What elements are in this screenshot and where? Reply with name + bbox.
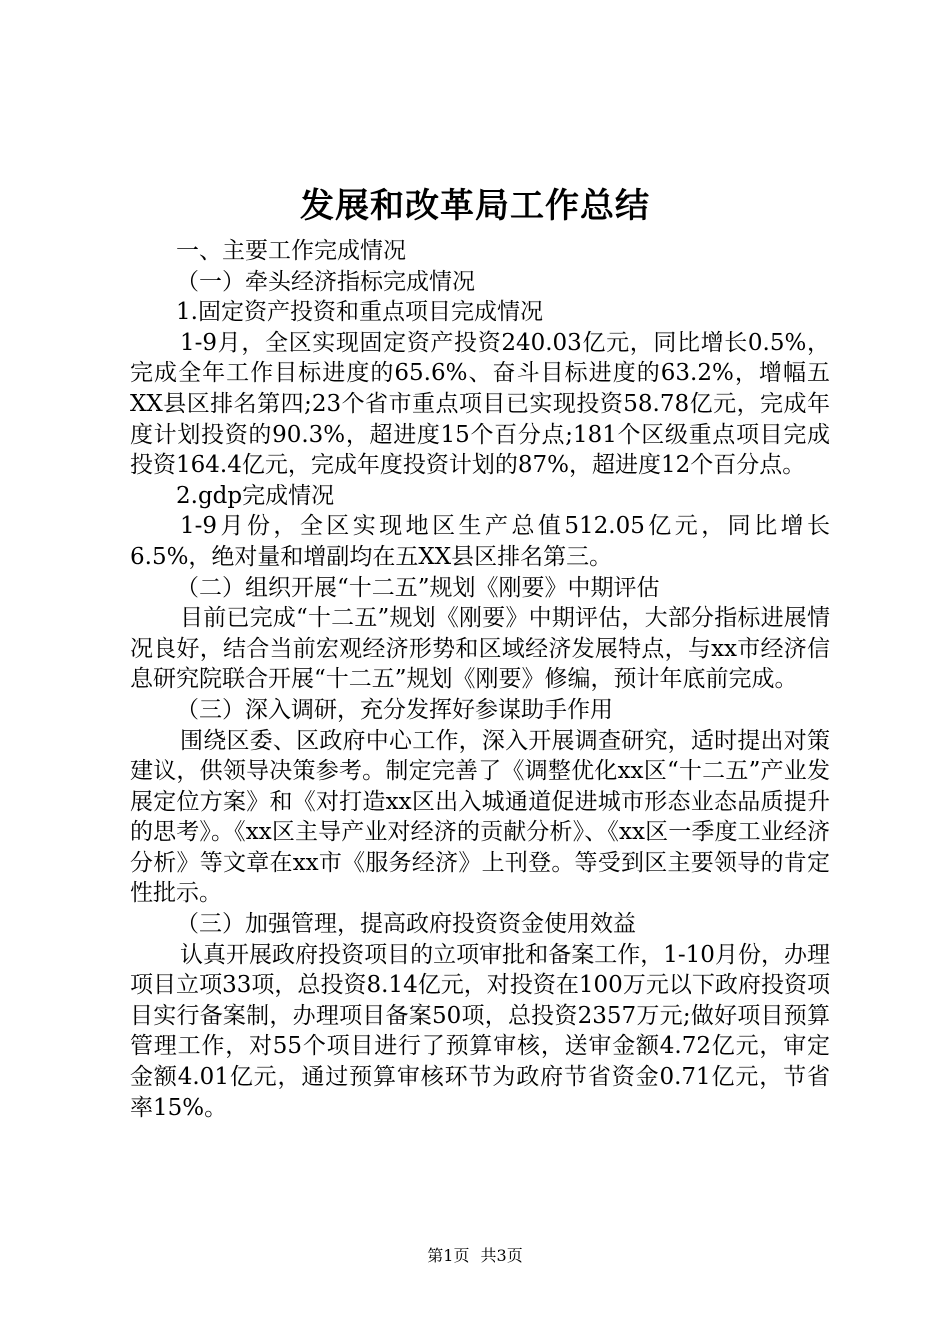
body-paragraph: 1-9月份，全区实现地区生产总值512.05亿元，同比增长6.5%，绝对量和增副均在五XX县区排名第三。 — [130, 513, 830, 570]
document-body — [130, 236, 830, 1123]
body-paragraph: 1-9月，全区实现固定资产投资240.03亿元，同比增长0.5%，完成全年工作目标进度的65.6%、奋斗目标进度的63.2%，增幅五XX县区排名第四;23个省市重点项目已实现投资58.78亿元，完成年度计划投资的90.3%，超进度15个百分点;181个区级重点项目完成投资164.4亿元，完成年度投资计划的87%，超进度12个百分点。 — [130, 329, 830, 479]
section-heading: 一、主要工作完成情况 — [176, 238, 406, 264]
subsection-heading: （一）牵头经济指标完成情况 — [176, 268, 475, 295]
page-number: 第1页 — [427, 1246, 470, 1265]
subsection-heading: （三）深入调研，充分发挥好参谋助手作用 — [176, 696, 613, 723]
body-paragraph: 目前已完成“十二五”规划《刚要》中期评估，大部分指标进展情况良好，结合当前宏观经济形势和区域经济发展特点，与xx市经济信息研究院联合开展“十二五”规划《刚要》修编，预计年底前完成。 — [130, 605, 830, 693]
body-paragraph: 认真开展政府投资项目的立项审批和备案工作，1-10月份，办理项目立项33项，总投资8.14亿元，对投资在100万元以下政府投资项目实行备案制，办理项目备案50项，总投资2357万元;做好项目预算管理工作，对55个项目进行了预算审核，送审金额4.72亿元，审定金额4.01亿元，通过预算审核环节为政府节省资金0.71亿元，节省率15%。 — [130, 941, 830, 1121]
item-heading: 1.固定资产投资和重点项目完成情况 — [176, 299, 543, 326]
document-title: 发展和改革局工作总结 — [300, 186, 650, 226]
subsection-heading: （二）组织开展“十二五”规划《刚要》中期评估 — [176, 574, 660, 601]
item-heading: 2.gdp完成情况 — [176, 482, 335, 509]
subsection-heading: （三）加强管理，提高政府投资资金使用效益 — [176, 911, 636, 938]
page-footer — [0, 1246, 950, 1266]
body-paragraph: 围绕区委、区政府中心工作，深入开展调查研究，适时提出对策建议，供领导决策参考。制定完善了《调整优化xx区“十二五”产业发展定位方案》和《对打造xx区出入城通道促进城市形态业态品质提升的思考》。《xx区主导产业对经济的贡献分析》、《xx区一季度工业经济分析》等文章在xx市《服务经济》上刊登。等受到区主要领导的肯定性批示。 — [130, 727, 830, 907]
page-total: 共3页 — [480, 1246, 523, 1265]
